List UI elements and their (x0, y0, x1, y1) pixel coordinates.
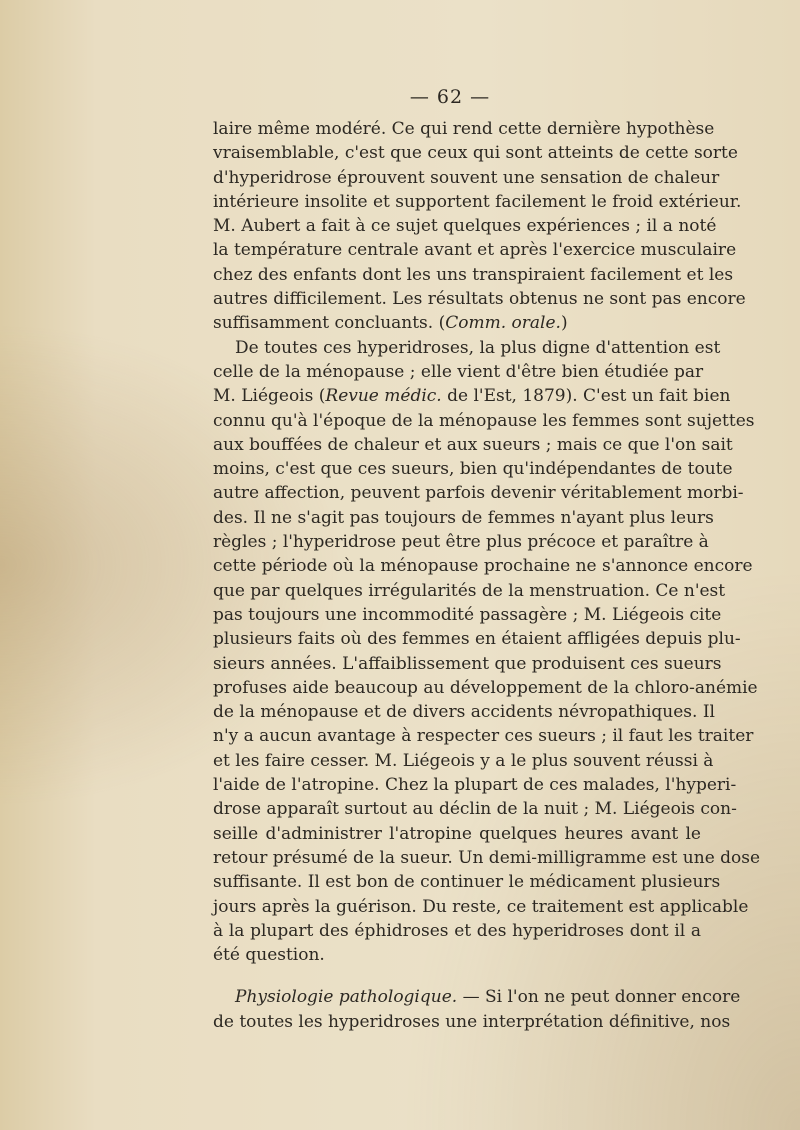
text-line: laire même modéré. Ce qui rend cette dernière hypothèse (213, 119, 715, 139)
text-span: suffisamment concluants. ( (213, 313, 446, 334)
text-span: de l'Est, 1879). C'est un fait bien (441, 386, 731, 407)
text-line: de la ménopause et de divers accidents névropathiques. Il (213, 702, 715, 723)
text-line: moins, c'est que ces sueurs, bien qu'indépendantes de toute (213, 459, 733, 480)
text-line: règles ; l'hyperidrose peut être plus précoce et paraître à (213, 532, 709, 553)
text-line: profuses aide beaucoup au développement de la chloro-anémie (213, 677, 758, 698)
text-line: retour présumé de la sueur. Un demi-milligramme est une dose (213, 847, 761, 868)
section-heading-line (213, 985, 741, 1009)
text-line: cette période où la ménopause prochaine ne s'annonce encore (213, 556, 753, 577)
text-line: sieurs années. L'affaiblissement que produisent ces sueurs (213, 653, 722, 674)
text-line: jours après la guérison. Du reste, ce traitement est applicable (213, 896, 749, 917)
page-number: — 62 — (409, 86, 491, 108)
text-line: suffisante. Il est bon de continuer le médicament plusieurs (213, 872, 721, 893)
text-line: connu qu'à l'époque de la ménopause les femmes sont sujettes (213, 410, 755, 431)
text-line: de toutes les hyperidroses une interprétation définitive, nos (213, 1011, 731, 1032)
text-line: que par quelques irrégularités de la menstruation. Ce n'est (213, 580, 726, 601)
text-line: la température centrale avant et après l'exercice musculaire (213, 240, 737, 261)
text-line (213, 311, 701, 335)
text-line: celle de la ménopause ; elle vient d'être bien étudiée par (213, 361, 704, 382)
text-line: aux bouffées de chaleur et aux sueurs ; mais ce que l'on sait (213, 434, 733, 455)
paragraph-gap (213, 967, 701, 985)
text-span: — Si l'on ne peut donner encore (462, 987, 741, 1008)
text-line: d'hyperidrose éprouvent souvent une sensation de chaleur (213, 167, 720, 188)
body-text (213, 117, 761, 1034)
text-line: des. Il ne s'agit pas toujours de femmes n'ayant plus leurs (213, 507, 714, 528)
text-line: plusieurs faits où des femmes en étaient affligées depuis plu- (213, 629, 741, 650)
text-line: à la plupart des éphidroses et des hyperidroses dont il a (213, 920, 701, 941)
text-line: seille d'administrer l'atropine quelques heures avant le (213, 823, 701, 844)
text-line: intérieure insolite et supportent facilement le froid extérieur. (213, 191, 742, 212)
text-line: autre affection, peuvent parfois devenir véritablement morbi- (213, 483, 744, 504)
paragraph-first-line: De toutes ces hyperidroses, la plus digne d'attention est (235, 337, 721, 358)
text-line: et les faire cesser. M. Liégeois y a le plus souvent réussi à (213, 750, 714, 771)
section-heading-italic: Physiologie pathologique. (235, 987, 458, 1008)
journal-italic: Revue médic. (325, 386, 442, 407)
text-line: été question. (213, 945, 325, 966)
text-line: drose apparaît surtout au déclin de la nuit ; M. Liégeois con- (213, 799, 737, 820)
text-line: vraisemblable, c'est que ceux qui sont atteints de cette sorte (213, 143, 738, 164)
text-line (213, 384, 731, 408)
text-line: M. Aubert a fait à ce sujet quelques expériences ; il a noté (213, 216, 717, 237)
text-line: l'aide de l'atropine. Chez la plupart de ces malades, l'hyperi- (213, 775, 737, 796)
text-line: autres difficilement. Les résultats obtenus ne sont pas encore (213, 289, 746, 310)
text-line: n'y a aucun avantage à respecter ces sueurs ; il faut les traiter (213, 726, 754, 747)
text-span: M. Liégeois ( (213, 386, 326, 407)
text-span: ) (560, 313, 568, 334)
text-line: chez des enfants dont les uns transpiraient facilement et les (213, 264, 734, 285)
citation-italic: Comm. orale. (445, 313, 561, 334)
text-line: pas toujours une incommodité passagère ; M. Liégeois cite (213, 604, 722, 625)
